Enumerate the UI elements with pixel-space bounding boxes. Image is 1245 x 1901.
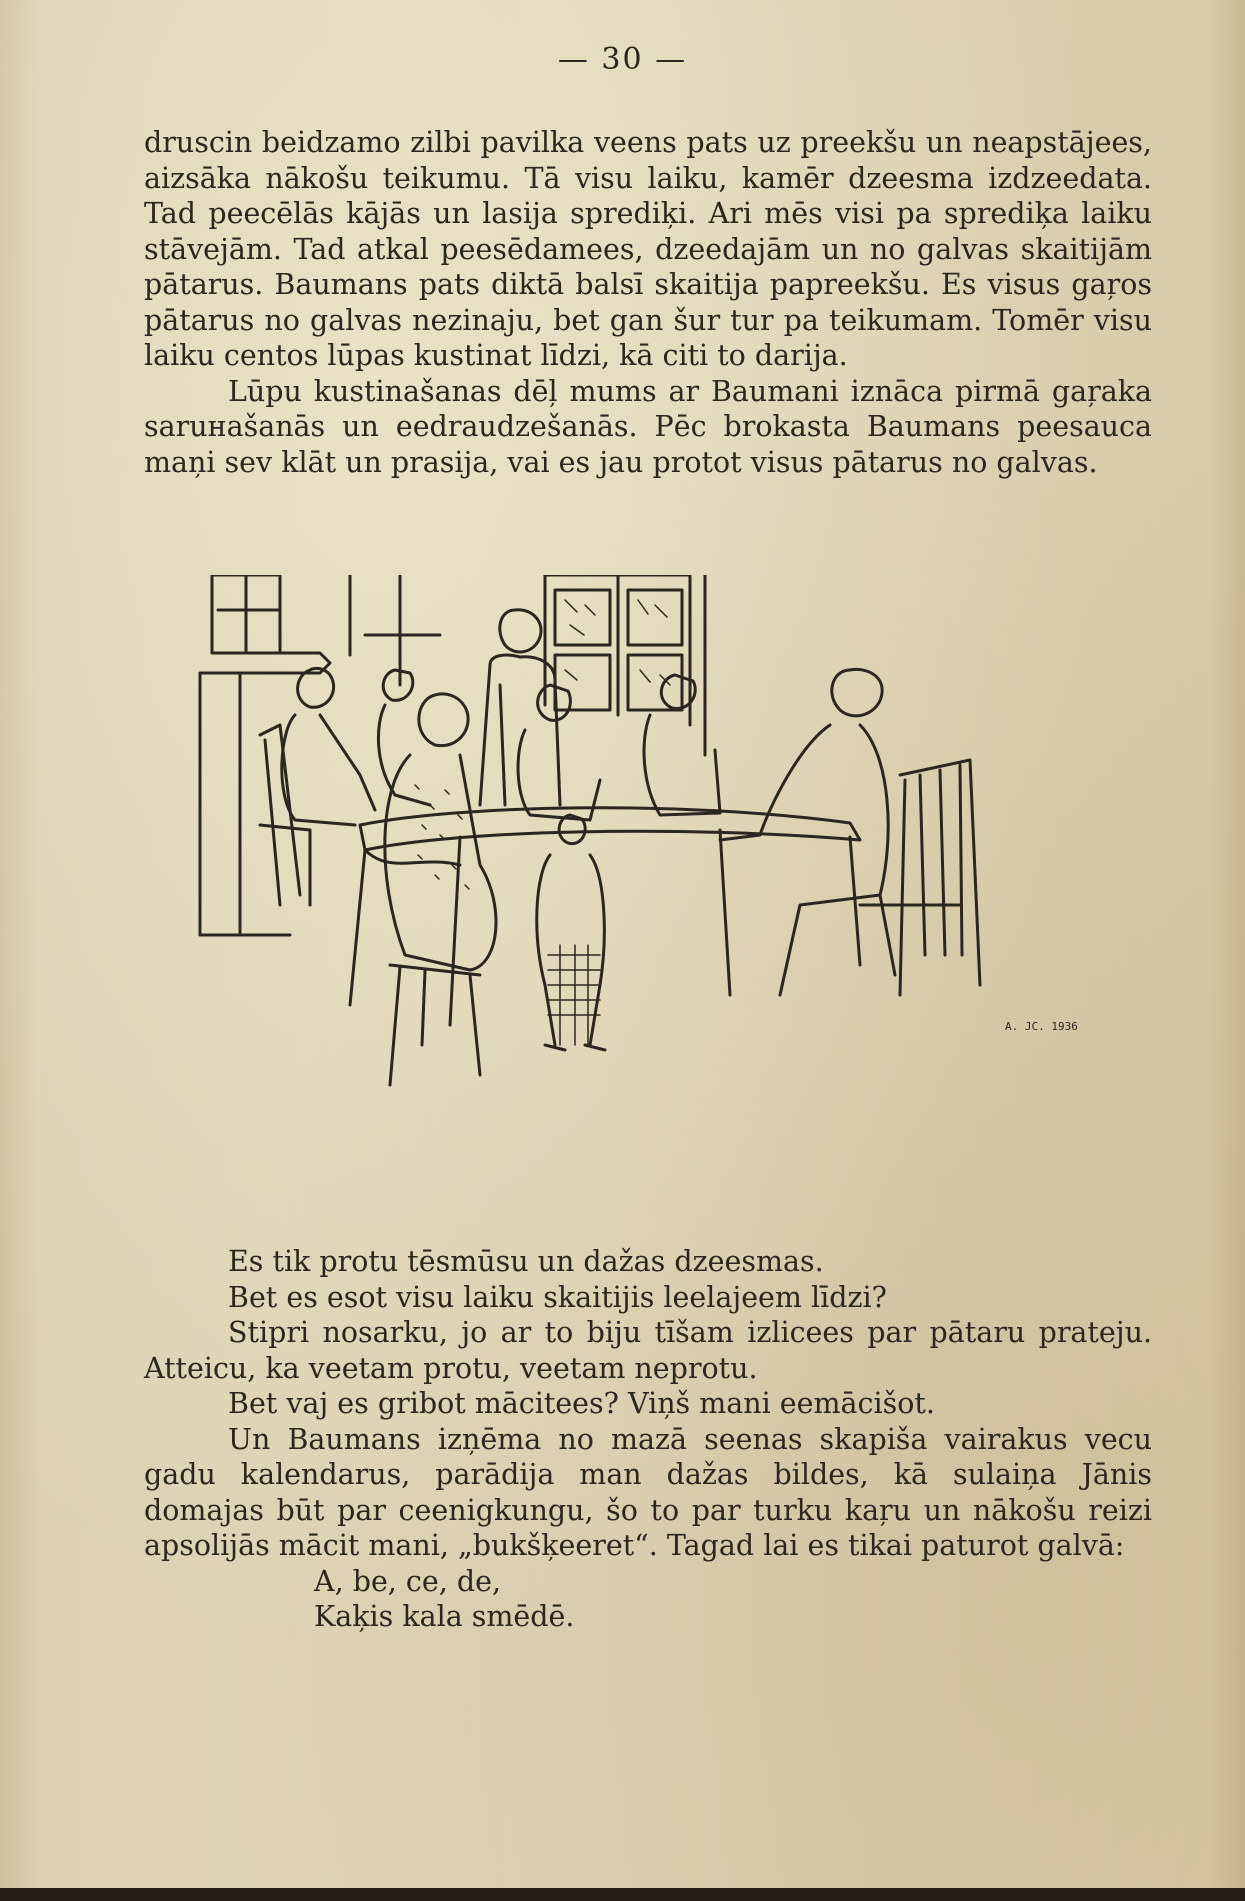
paragraph: Stipri nosarku, jo ar to biju tīšam izlicees par pātaru prateju. Atteicu, ka veetam protu, veetam neprotu.: [144, 1316, 1152, 1385]
paragraph: Bet vaj es gribot mācitees? Viņš mani eemācišot.: [228, 1387, 935, 1420]
paragraph: druscin beidzamo zilbi pavilka veens pats uz preekšu un neapstājees, aizsāka nākošu teikumu. Tā visu laiku, kamēr dzeesma izdzeedata. Tad peecēlās kājās un lasija sprediķi. Ari mēs visi pa sprediķa laiku stāvejām. Tad atkal peesēdamees, dzeedajām un no galvas skaitijām pātarus. Baumans pats diktā balsī skaitija papreekšu. Es visus gaŗos pātarus no galvas nezinaju, bet gan šur tur pa teikumam. Tomēr visu laiku centos lūpas kustinat līdzi, kā citi to darija.: [144, 126, 1152, 372]
chair-left: [260, 725, 310, 905]
wall-line: [160, 575, 350, 755]
figure-girl-2: [378, 670, 430, 805]
page-number: — 30 —: [557, 42, 688, 77]
stove-rack: [218, 575, 278, 935]
verse-line: A, be, ce, de,: [314, 1564, 502, 1598]
table-top: [360, 808, 860, 850]
artist-signature: A. JC. 1936: [1005, 1020, 1078, 1033]
paragraph: Un Baumans izņēma no mazā seenas skapiša vairakus vecu gadu kalendarus, parādija man dažas bildes, kā sulaiņa Jānis domajas būt par ceenigkungu, šo to par turku kaŗu un nākošu reizi apsolijās mācit mani, „bukšķeeret“. Tagad lai es tikai paturot galvā:: [144, 1422, 1152, 1562]
figure-standing-woman: [480, 610, 560, 805]
verse-line: Kaķis kala smēdē.: [314, 1600, 575, 1633]
cross-icon: [365, 575, 440, 685]
figure-girl-left: [282, 668, 375, 825]
top-text-block: [144, 125, 1152, 480]
illustration-family-prayer: [160, 575, 1090, 1210]
chair-right: [860, 760, 980, 995]
bottom-text-block: [144, 1244, 1152, 1635]
paragraph: Es tik protu tēsmūsu un dažas dzeesmas.: [228, 1245, 824, 1278]
page-bottom-edge: [0, 1888, 1245, 1901]
figure-mother-front: [385, 694, 496, 970]
paragraph: Lūpu kustinašanas dēļ mums ar Baumani iznāca pirmā gaŗaka saruнašanās un eedraudzešanās. Pēc brokasta Baumans peesauca maņi sev klāt un prasija, vai es jau protot visus pātarus no galvas.: [144, 374, 1152, 479]
bench-front: [390, 965, 480, 1085]
window-frame: [535, 575, 705, 755]
paragraph: Bet es esot visu laiku skaitijis leelajeem līdzi?: [228, 1280, 887, 1314]
